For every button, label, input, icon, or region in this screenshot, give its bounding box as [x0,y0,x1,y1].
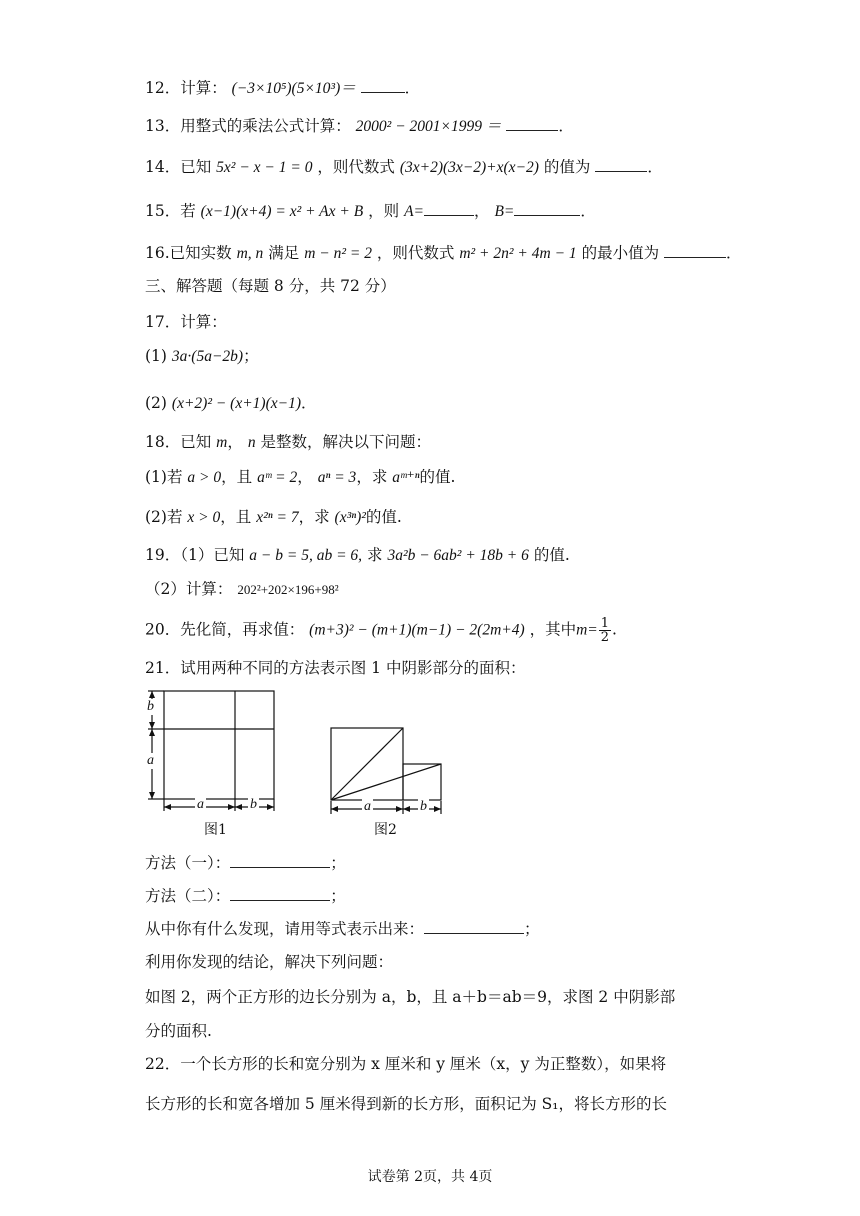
question-12 [145,77,420,100]
figure-1-label-a-bottom: a [197,797,204,812]
question-text: ，求 [356,468,388,486]
figure-2-label-a: a [364,799,371,814]
question-17-title: 17．计算： [145,313,227,331]
punctuation: ． [726,244,742,262]
answer-blank-method-1[interactable] [230,853,330,868]
question-17-part-2 [145,392,317,415]
part-label: （2）计算： [145,580,233,598]
variable: m [216,434,228,451]
math-expression: 202²+202×196+98² [237,582,339,597]
part-label: (2) [145,394,167,412]
question-19-part-2 [145,578,339,601]
question-text: ，则代数式 [317,158,395,176]
figure-2-small-square [403,764,441,800]
question-text: 13．用整式的乘法公式计算： [145,117,351,135]
punctuation: ． [404,79,421,97]
answer-blank-a[interactable] [424,201,474,216]
question-text: ，则 [368,202,400,220]
math-expression: (x³ⁿ)² [334,509,366,526]
answer-blank-equation[interactable] [424,919,524,934]
question-16 [145,242,742,265]
part-label: 19．（1）已知 [145,546,245,564]
question-text: 的最小值为 [581,244,660,262]
punctuation: ； [330,887,346,905]
discover-line [145,918,540,940]
figure-2 [325,722,450,827]
method-label: 方法（二）： [145,887,231,905]
punctuation: ， [474,202,490,220]
question-text: 15．若 [145,202,196,220]
answer-blank[interactable] [595,157,647,172]
punctuation: ； [524,920,540,938]
question-text: 16.已知实数 [145,244,232,262]
figure-1 [140,686,285,838]
punctuation: . [612,620,617,639]
question-text: 12．计算： [145,79,227,97]
figure-1-label-a-left: a [147,753,154,768]
question-text: 的值. [533,546,570,564]
question-22-line-2: 长方形的长和宽各增加 5 厘米得到新的长方形，面积记为 S₁，将长方形的长 [145,1095,667,1113]
question-15 [145,200,596,223]
figure-2-caption: 图2 [374,822,397,838]
question-text: 的值为 [543,158,591,176]
math-expression: 3a²b − 6ab² + 18b + 6 [387,547,529,564]
method-label: 方法（一）： [145,854,231,872]
fraction-denominator: 2 [600,630,610,645]
math-condition: x > 0 [187,509,221,526]
math-expression: 3a·(5a−2b) [171,348,244,365]
question-text: 20．先化简，再求值： [145,620,305,639]
question-text: 满足 [268,244,300,262]
answer-blank-method-2[interactable] [230,886,330,901]
math-expression: aᵐ⁺ⁿ [392,469,420,486]
punctuation: ； [330,854,346,872]
question-text: 的值. [365,508,402,526]
punctuation: ． [580,202,596,220]
math-expression: (x+2)² − (x+1)(x−1) [171,395,301,412]
page-footer: 试卷第 2页，共 4页 [367,1169,493,1185]
question-text: ，则代数式 [376,244,455,262]
answer-blank[interactable] [506,116,558,131]
answer-blank[interactable] [361,78,405,93]
math-expression: (m+3)² − (m+1)(m−1) − 2(2m+4) [309,621,525,639]
question-18-title [145,431,431,454]
question-text: ，且 [221,468,253,486]
question-text: ，且 [220,508,252,526]
figure-2-diagonal-combined [331,764,441,800]
punctuation: ； [243,347,259,365]
question-21-title: 21．试用两种不同的方法表示图 1 中阴影部分的面积： [145,659,526,677]
math-condition: aⁿ = 3 [317,469,357,486]
punctuation: ． [647,158,663,176]
math-expression: m² + 2n² + 4m − 1 [459,245,577,262]
question-19-part-1 [145,544,570,567]
answer-blank[interactable] [664,243,726,258]
question-18-part-2 [145,506,402,529]
math-expression: (3x+2)(3x−2)+x(x−2) [399,159,539,176]
part-label: (1)若 [145,468,183,486]
method-1-line [145,852,346,874]
part-label: (1) [145,347,167,365]
math-condition: m − n² = 2 [304,245,372,262]
variable-label: A= [404,203,425,220]
figure-2-diagonal-large [331,728,403,800]
math-condition: a > 0 [187,469,222,486]
question-text: 是整数，解决以下问题： [260,433,432,451]
figure-1-label-b-left: b [147,699,154,714]
question-text: ，求 [298,508,330,526]
question-text: 的值. [419,468,456,486]
variable-label: m= [576,621,598,639]
math-expression: (−3×10⁵)(5×10³)＝ [231,80,356,97]
math-expression: (x−1)(x+4) = x² + Ax + B [200,203,364,220]
math-condition: aᵐ = 2 [257,469,298,486]
question-14 [145,156,663,179]
question-text: 从中你有什么发现，请用等式表示出来： [145,920,425,938]
answer-blank-b[interactable] [514,201,580,216]
punctuation: ． [558,117,574,135]
fraction [599,617,611,644]
question-22-line-1: 22．一个长方形的长和宽分别为 x 厘米和 y 厘米（x，y 为正整数），如果将 [145,1055,667,1073]
figure-1-outer-square [164,691,274,799]
section-heading: 三、解答题（每题 8 分，共 72 分） [145,277,396,295]
problem-line-2: 分的面积. [145,1022,212,1040]
question-text: 求 [366,546,383,564]
variables: m, n [236,245,264,262]
question-text: 14．已知 [145,158,212,176]
method-2-line [145,885,346,907]
part-label: (2)若 [145,508,183,526]
math-condition: x²ⁿ = 7 [256,509,299,526]
variable-label: B= [494,203,515,220]
question-13 [145,115,574,138]
punctuation: ， [297,468,313,486]
punctuation: ． [301,394,317,412]
math-condition: a − b = 5, ab = 6, [249,547,363,564]
use-conclusion-line: 利用你发现的结论，解决下列问题： [145,953,394,971]
math-condition: 5x² − x − 1 = 0 [216,159,313,176]
variable: n [247,434,256,451]
math-expression: 2000² − 2001×1999 ＝ [355,118,502,135]
question-18-part-1 [145,466,455,489]
question-17-part-1 [145,345,259,368]
question-20 [145,617,617,644]
punctuation: ， [227,433,243,451]
figure-1-caption: 图1 [204,822,227,838]
fraction-numerator: 1 [600,616,610,631]
question-text: ，其中 [529,620,577,639]
figure-1-label-b-bottom: b [250,797,257,812]
problem-line-1: 如图 2，两个正方形的边长分别为 a，b，且 a＋b＝ab＝9，求图 2 中阴影部 [145,988,676,1006]
figure-2-label-b: b [420,799,427,814]
question-text: 18．已知 [145,433,212,451]
